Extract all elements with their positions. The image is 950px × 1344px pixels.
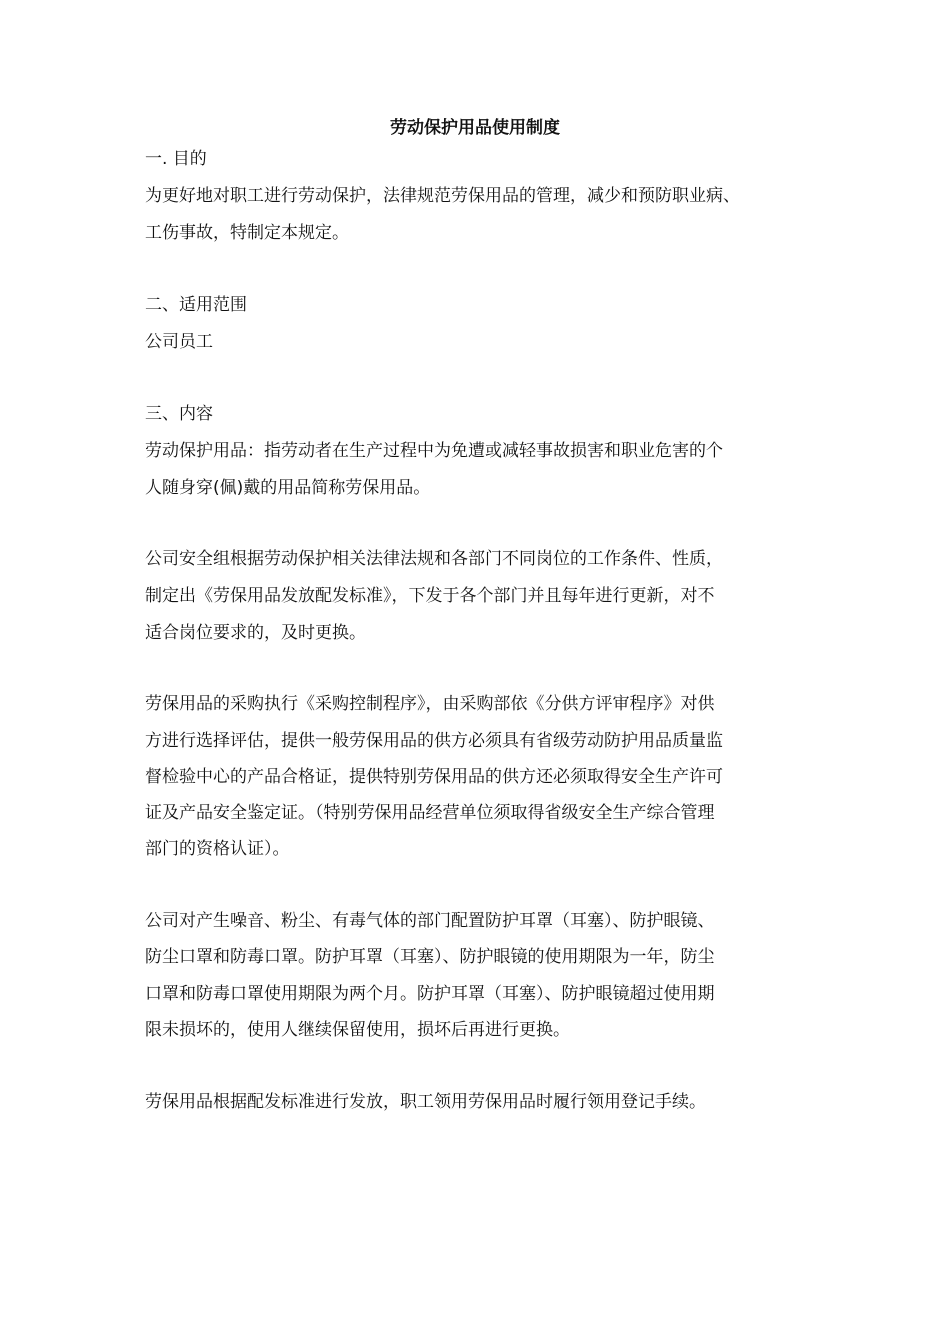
paragraph-line: 限未损坏的，使用人继续保留使用，损坏后再进行更换。 — [145, 1020, 570, 1040]
paragraph-line: 督检验中心的产品合格证，提供特别劳保用品的供方还必须取得安全生产许可 — [145, 767, 723, 787]
paragraph-line: 适合岗位要求的，及时更换。 — [145, 623, 366, 643]
document-title: 劳动保护用品使用制度 — [390, 118, 560, 138]
paragraph-line: 工伤事故，特制定本规定。 — [145, 223, 349, 243]
paragraph-line: 公司对产生噪音、粉尘、有毒气体的部门配置防护耳罩（耳塞）、防护眼镜、 — [145, 911, 715, 931]
paragraph-line: 防尘口罩和防毒口罩。防护耳罩（耳塞）、防护眼镜的使用期限为一年，防尘 — [145, 947, 715, 967]
paragraph-line: 公司员工 — [145, 332, 213, 352]
paragraph-line: 人随身穿(佩)戴的用品简称劳保用品。 — [145, 478, 431, 498]
paragraph-line: 公司安全组根据劳动保护相关法律法规和各部门不同岗位的工作条件、性质， — [145, 549, 723, 569]
section-heading-scope: 二、适用范围 — [145, 295, 247, 315]
paragraph-line: 劳保用品根据配发标准进行发放，职工领用劳保用品时履行领用登记手续。 — [145, 1092, 706, 1112]
paragraph-line: 部门的资格认证）。 — [145, 839, 290, 859]
paragraph-line: 为更好地对职工进行劳动保护，法律规范劳保用品的管理，减少和预防职业病、 — [145, 186, 740, 206]
paragraph-line: 方进行选择评估，提供一般劳保用品的供方必须具有省级劳动防护用品质量监 — [145, 731, 723, 751]
section-heading-purpose: 一. 目的 — [145, 149, 207, 169]
paragraph-line: 制定出《劳保用品发放配发标准》，下发于各个部门并且每年进行更新，对不 — [145, 586, 715, 606]
section-heading-content: 三、内容 — [145, 404, 213, 424]
paragraph-line: 证及产品安全鉴定证。（特别劳保用品经营单位须取得省级安全生产综合管理 — [145, 803, 715, 823]
paragraph-line: 劳保用品的采购执行《采购控制程序》，由采购部依《分供方评审程序》对供 — [145, 694, 715, 714]
paragraph-line: 劳动保护用品：指劳动者在生产过程中为免遭或减轻事故损害和职业危害的个 — [145, 441, 723, 461]
paragraph-line: 口罩和防毒口罩使用期限为两个月。防护耳罩（耳塞）、防护眼镜超过使用期 — [145, 984, 715, 1004]
